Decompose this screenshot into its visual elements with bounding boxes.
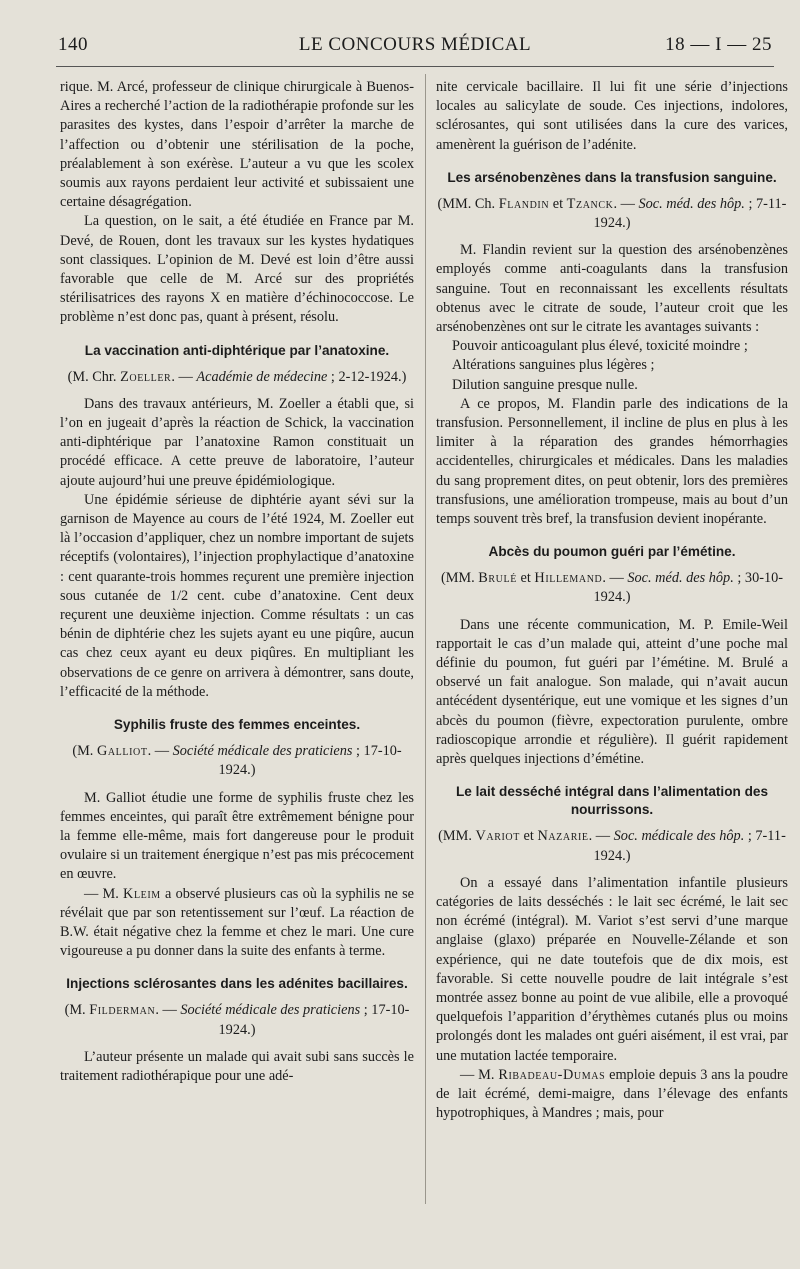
page-number: 140 xyxy=(58,34,88,55)
paragraph: On a essayé dans l’alimentation infantile plusieurs catégories de laits desséchés : le lait sec écrémé, le lait sec non écrémé (intégral). M. Variot s’est servi d’une marque anglaise (glaxo) préparée en Nouvelle-Zélande et son expérience, qui ne date toutefois que de dix mois, est favorable. Si cette nouvelle poudre de lait intégrale s’est montrée assez bonne au point de vue alibile, elle a provoqué quelquefois l’apparition d’érythèmes cutanés plus ou moins prolongés dont les malades ont guéri aisément, il est vrai, par une mutation lactée temporaire. xyxy=(436,874,788,1064)
left-column xyxy=(60,78,414,1086)
paragraph: La question, on le sait, a été étudiée en France par M. Devé, de Rouen, dont les travaux sur les kystes hydatiques sont classiques. L’opinion de M. Devé est loin d’être aussi favorable que celle de M. Arcé sur des propriétés stérilisatrices des rayons X en matière d’échinococcose. Le problème n’est donc pas, quant à présent, résolu. xyxy=(60,213,414,326)
article-heading-arsenobenzenes: Les arsénobenzènes dans la transfusion sanguine. xyxy=(447,169,777,185)
paragraph: A ce propos, M. Flandin parle des indications de la transfusion. Personnellement, il incline de plus en plus à les limiter à la réparation des grandes hémorrhagies accidentelles, chirurgicales et médicales. Dans les maladies du sang proprement dites, on peut obtenir, lors des premières transfusions, une amélioration trompeuse, mais au bout d’un temps souvent très bref, la transfusion devient inopérante. xyxy=(436,395,788,528)
article-source: (M. Chr. Zoeller. — Académie de médecine ; 2-12-1924.) xyxy=(67,368,407,385)
article-heading-abces: Abcès du poumon guéri par l’émétine. xyxy=(488,544,736,560)
article-source: (M. Galliot. — Société médicale des praticiens ; 17-10-1924.) xyxy=(72,743,402,779)
paragraph: — M. Kleim a observé plusieurs cas où la syphilis ne se révélait que par son retentissement sur l’œuf. La réaction de B.W. était négative chez la femme et chez le mari. Une cure vigoureuse a pu donner dans la suite des enfants à terme. xyxy=(60,885,414,960)
list-item: Altérations sanguines plus légères ; xyxy=(452,357,655,374)
paragraph: rique. M. Arcé, professeur de clinique chirurgicale à Buenos-Aires a recherché l’action de la radiothérapie profonde sur les parasites des kystes, dans l’espoir d’arrêter la marche de l’affection ou d’obtenir une stérilisation de la poche, préalablement à son exérèse. L’auteur a vu que les scolex soumis aux rayons perdaient leur activité et subissaient une certaine désagrégation. xyxy=(60,79,414,211)
header-rule xyxy=(56,66,774,67)
list-item: Pouvoir anticoagulant plus élevé, toxicité moindre ; xyxy=(452,338,748,355)
paragraph: Dans des travaux antérieurs, M. Zoeller a établi que, si l’on en jugeait d’après la réaction de Schick, la vaccination anti-diphtérique par l’anatoxine Ramon constituait un procédé efficace. A cette preuve de laboratoire, l’auteur ajoute aujourd’hui une preuve épidémiologique. xyxy=(60,395,414,489)
list-item: Dilution sanguine presque nulle. xyxy=(452,376,638,393)
article-heading-injections: Injections sclérosantes dans les adénites bacillaires. xyxy=(66,976,408,992)
paragraph: L’auteur présente un malade qui avait subi sans succès le traitement radiothérapique pour une adé- xyxy=(60,1048,414,1084)
paragraph: — M. Ribadeau-Dumas emploie depuis 3 ans la poudre de lait écrémé, demi-maigre, dans l’élevage des enfants hypotrophiques, à Mandres ; mais, pour xyxy=(436,1066,788,1122)
paragraph: Une épidémie sérieuse de diphtérie ayant sévi sur la garnison de Mayence au cours de l’été 1924, M. Zoeller eut là l’occasion d’appliquer, chez un nombre important de sujets réceptifs (volontaires), l’injection prophylactique d’anatoxine : cent quarante-trois hommes reçurent une première injection sous cutanée de 1/2 cent. cube d’anatoxine. Cent deux reçurent une deuxième injection. Comme résultats : un cas bénin de diphtérie chez les sujets ayant eu une piqûre, aucun cas chez ceux ayant eu deux piqûres. En multipliant les observations de ce genre on arrivera à démontrer, sans doute, l’efficacité de la méthode. xyxy=(60,491,414,700)
journal-title: LE CONCOURS MÉDICAL xyxy=(298,34,532,55)
article-source: (MM. Ch. Flandin et Tzanck. — Soc. méd. des hôp. ; 7-11-1924.) xyxy=(437,195,787,232)
paragraph: M. Flandin revient sur la question des arsénobenzènes employés comme anti-coagulants dans la transfusion sanguine. Tout en reconnaissant les excellents résultats obtenus avec le citrate de soude, l’auteur croit que les arsénobenzènes ont sur le citrate les avantages suivants : xyxy=(436,242,788,336)
paragraph: M. Galliot étudie une forme de syphilis fruste chez les femmes enceintes, qui paraît être extrêmement bénigne pour la femme elle-même, mais fort dangereuse pour le produit ovulaire si un traitement énergique n’est pas mis précocement en œuvre. xyxy=(60,789,414,883)
article-source: (MM. Brulé et Hillemand. — Soc. méd. des hôp. ; 30-10-1924.) xyxy=(440,570,784,606)
article-heading-syphilis: Syphilis fruste des femmes enceintes. xyxy=(113,717,361,733)
running-header xyxy=(58,34,772,64)
article-heading-vaccination: La vaccination anti-diphtérique par l’anatoxine. xyxy=(84,342,390,358)
paragraph: nite cervicale bacillaire. Il lui fit une série d’injections locales au salicylate de soude. Ces injections, indolores, sclérosantes, qui sont utilisées dans la cure des varices, amenèrent la guérison de l’adénite. xyxy=(436,79,788,153)
article-source: (MM. Variot et Nazarie. — Soc. médicale des hôp. ; 7-11-1924.) xyxy=(438,828,786,864)
article-source: (M. Filderman. — Société médicale des praticiens ; 17-10-1924.) xyxy=(64,1002,410,1038)
article-heading-lait: Le lait desséché intégral dans l’alimentation des nourrissons. xyxy=(456,784,768,818)
issue-date: 18 — I — 25 xyxy=(665,34,772,55)
right-column xyxy=(436,78,788,1123)
column-divider xyxy=(425,74,426,1204)
paragraph: Dans une récente communication, M. P. Emile-Weil rapportait le cas d’un malade qui, atteint d’une poche mal définie du poumon, fut guéri par l’émétine. M. Brulé a observé un fait analogue. Son malade, qui n’avait aucun antécédent dysentérique, eut une vomique et les signes d’un abcès du poumon (fièvre, expectoration purulente, ombre radioscopique arrondie et régulière). Il guérit rapidement après quelques injections d’émétine. xyxy=(436,616,788,768)
